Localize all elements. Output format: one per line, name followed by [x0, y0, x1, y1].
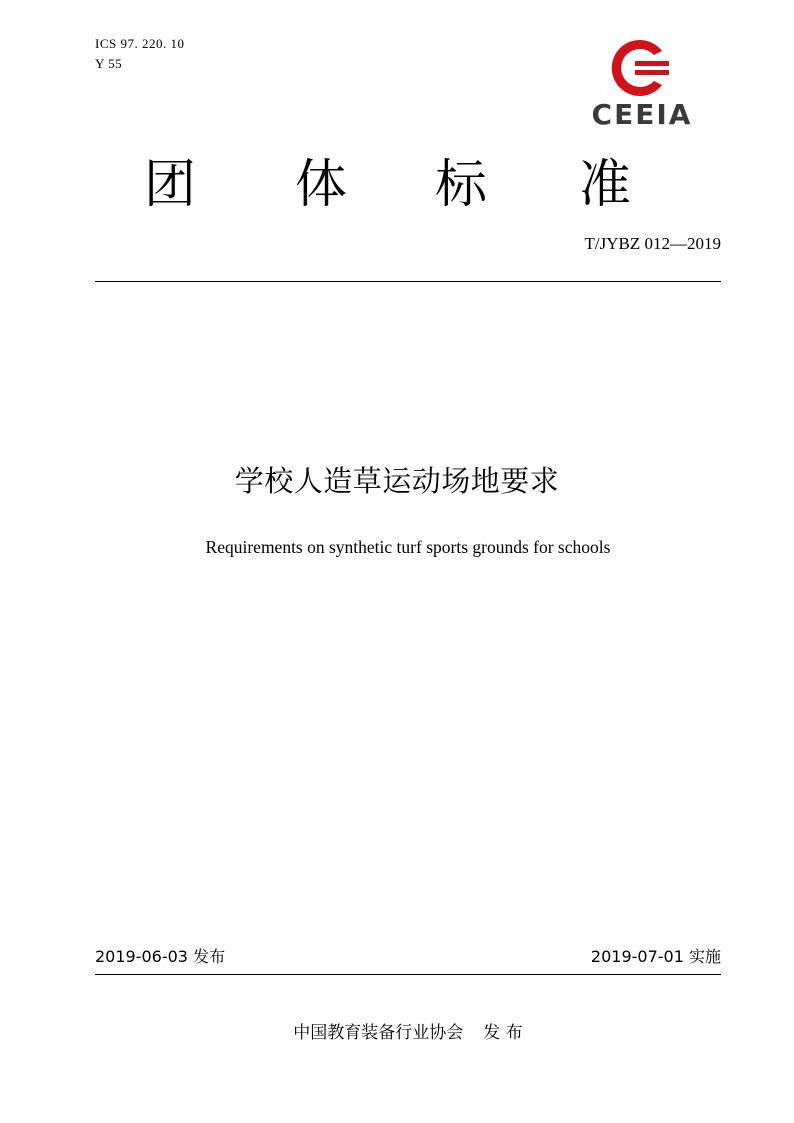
ccs-code: Y 55 — [95, 56, 123, 71]
title-english: Requirements on synthetic turf sports grounds for schools — [205, 537, 611, 557]
publisher-name: 中国教育装备行业协会 — [293, 1023, 464, 1043]
standard-number: T/JYBZ 012—2019 — [584, 234, 721, 253]
ceeia-logo — [583, 34, 701, 128]
standard-type-heading — [95, 145, 721, 225]
standard-type-char: 体 — [294, 155, 347, 215]
implement-date: 2019-07-01 实施 — [590, 947, 721, 966]
standard-type-char: 团 — [143, 155, 196, 215]
publisher-line — [0, 1020, 794, 1046]
top-divider — [95, 281, 721, 282]
ics-code: ICS 97. 220. 10 — [95, 36, 185, 51]
svg-text:CEEIA: CEEIA — [591, 98, 693, 128]
title-chinese: 学校人造草运动场地要求 — [234, 464, 560, 498]
standard-type-char: 准 — [578, 155, 631, 215]
standard-type-char: 标 — [434, 155, 487, 215]
publisher-action: 发 布 — [483, 1023, 523, 1043]
issue-date: 2019-06-03 发布 — [95, 947, 226, 966]
bottom-divider — [95, 974, 721, 975]
